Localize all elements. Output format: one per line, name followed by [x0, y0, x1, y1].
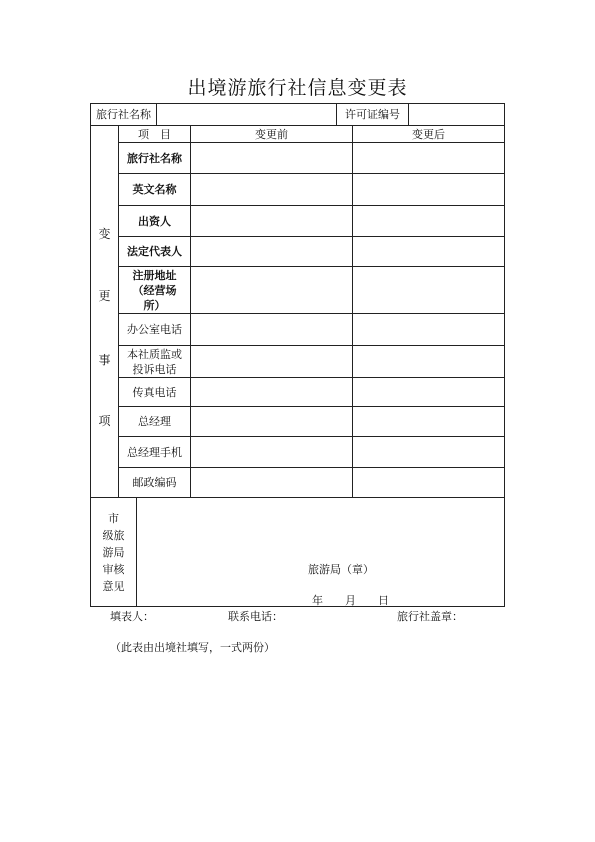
page-title: 出境游旅行社信息变更表: [187, 77, 408, 99]
item-label: 旅行社名称: [127, 151, 182, 165]
item-label-line: （经营场: [132, 283, 177, 297]
item-label: 邮政编码: [132, 476, 177, 489]
item-label: 传真电话: [132, 385, 177, 399]
review-label-line: 意见: [102, 580, 125, 593]
agency-name-label: 旅行社名称: [96, 108, 151, 121]
review-stamp: 旅游局（章）: [308, 563, 374, 576]
agency-name-field[interactable]: [157, 104, 336, 125]
item-label: 办公室电话: [127, 323, 182, 336]
license-no-label: 许可证编号: [345, 108, 400, 121]
side-label-char: 变: [98, 226, 111, 241]
column-header-before: 变更前: [255, 127, 288, 141]
item-label: 法定代表人: [127, 245, 182, 258]
item-label: 英文名称: [132, 183, 177, 196]
item-label: 出资人: [138, 214, 171, 228]
phone-label: 联系电话：: [228, 610, 283, 623]
side-label-char: 项: [98, 413, 111, 428]
item-label-line: 投诉电话: [132, 362, 177, 376]
side-label-char: 更: [98, 288, 111, 303]
review-label: [91, 510, 136, 595]
item-label: 总经理: [138, 415, 171, 428]
license-no-field[interactable]: [409, 104, 504, 125]
review-date: 年 月 日: [312, 594, 389, 607]
column-header-after: 变更后: [412, 127, 445, 141]
item-label-line: 注册地址: [132, 268, 177, 282]
item-label-line: 所）: [143, 298, 166, 312]
review-label-line: 级旅: [102, 529, 125, 542]
review-label-line: 市: [108, 512, 119, 525]
item-label-multiline: [119, 267, 190, 313]
review-label-line: 审核: [102, 563, 125, 576]
seal-label: 旅行社盖章：: [397, 610, 463, 623]
side-label-char: 事: [98, 352, 111, 367]
item-label-line: 本社质监或: [127, 347, 182, 361]
item-label-multiline: [119, 346, 190, 377]
column-header-item: 项 目: [138, 127, 171, 141]
filler-label: 填表人：: [110, 610, 154, 623]
item-label: 总经理手机: [127, 445, 182, 459]
review-label-line: 游局: [102, 546, 125, 559]
form-note: （此表由出境社填写，一式两份）: [110, 641, 275, 654]
